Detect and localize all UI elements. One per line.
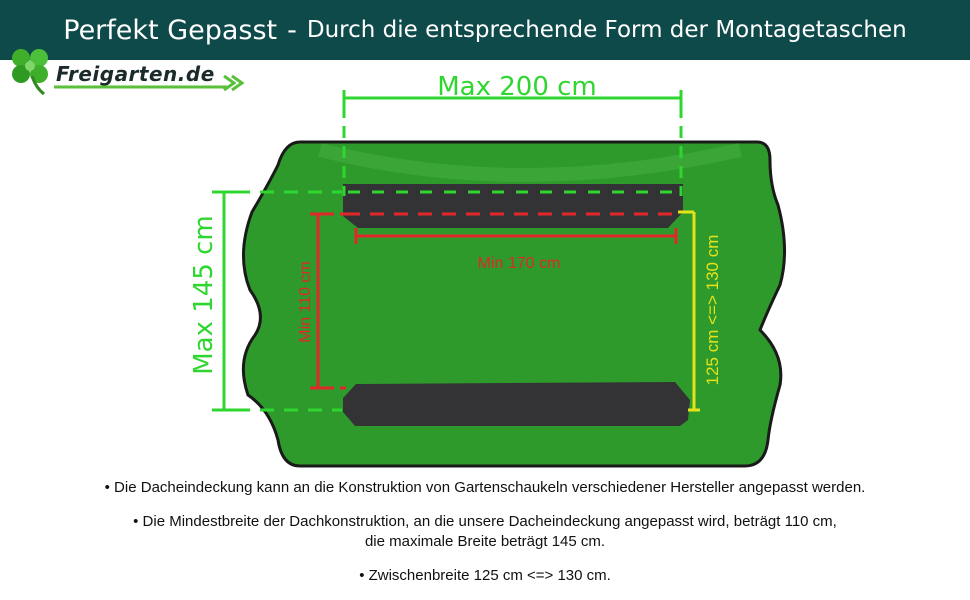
info-bullets: [0, 478, 970, 586]
banner-subtitle: Durch die entsprechende Form der Montagetaschen: [306, 17, 907, 43]
bullet-2-continued: die maximale Breite beträgt 145 cm.: [364, 533, 606, 550]
top-pocket: [343, 184, 683, 228]
banner-separator: -: [287, 14, 297, 46]
logo-text: Freigarten.de: [56, 62, 215, 86]
banner-title: Perfekt Gepasst: [63, 14, 278, 46]
max-width-label: Max 200 cm: [437, 72, 597, 102]
bullet-3: • Zwischenbreite 125 cm <=> 130 cm.: [359, 567, 611, 584]
min-height-label: Min 110 cm: [297, 261, 314, 343]
min-width-label: Min 170 cm: [477, 255, 561, 272]
between-label: 125 cm <=> 130 cm: [703, 234, 722, 386]
bottom-pocket: [343, 382, 690, 426]
bullet-1: • Die Dacheindeckung kann an die Konstruktion von Gartenschaukeln verschiedener Hersteller angepasst werden.: [104, 479, 866, 496]
max-height-label: Max 145 cm: [189, 215, 219, 375]
bullet-2: • Die Mindestbreite der Dachkonstruktion, an die unsere Dacheindeckung angepasst wird, beträgt 110 cm,: [133, 513, 837, 530]
